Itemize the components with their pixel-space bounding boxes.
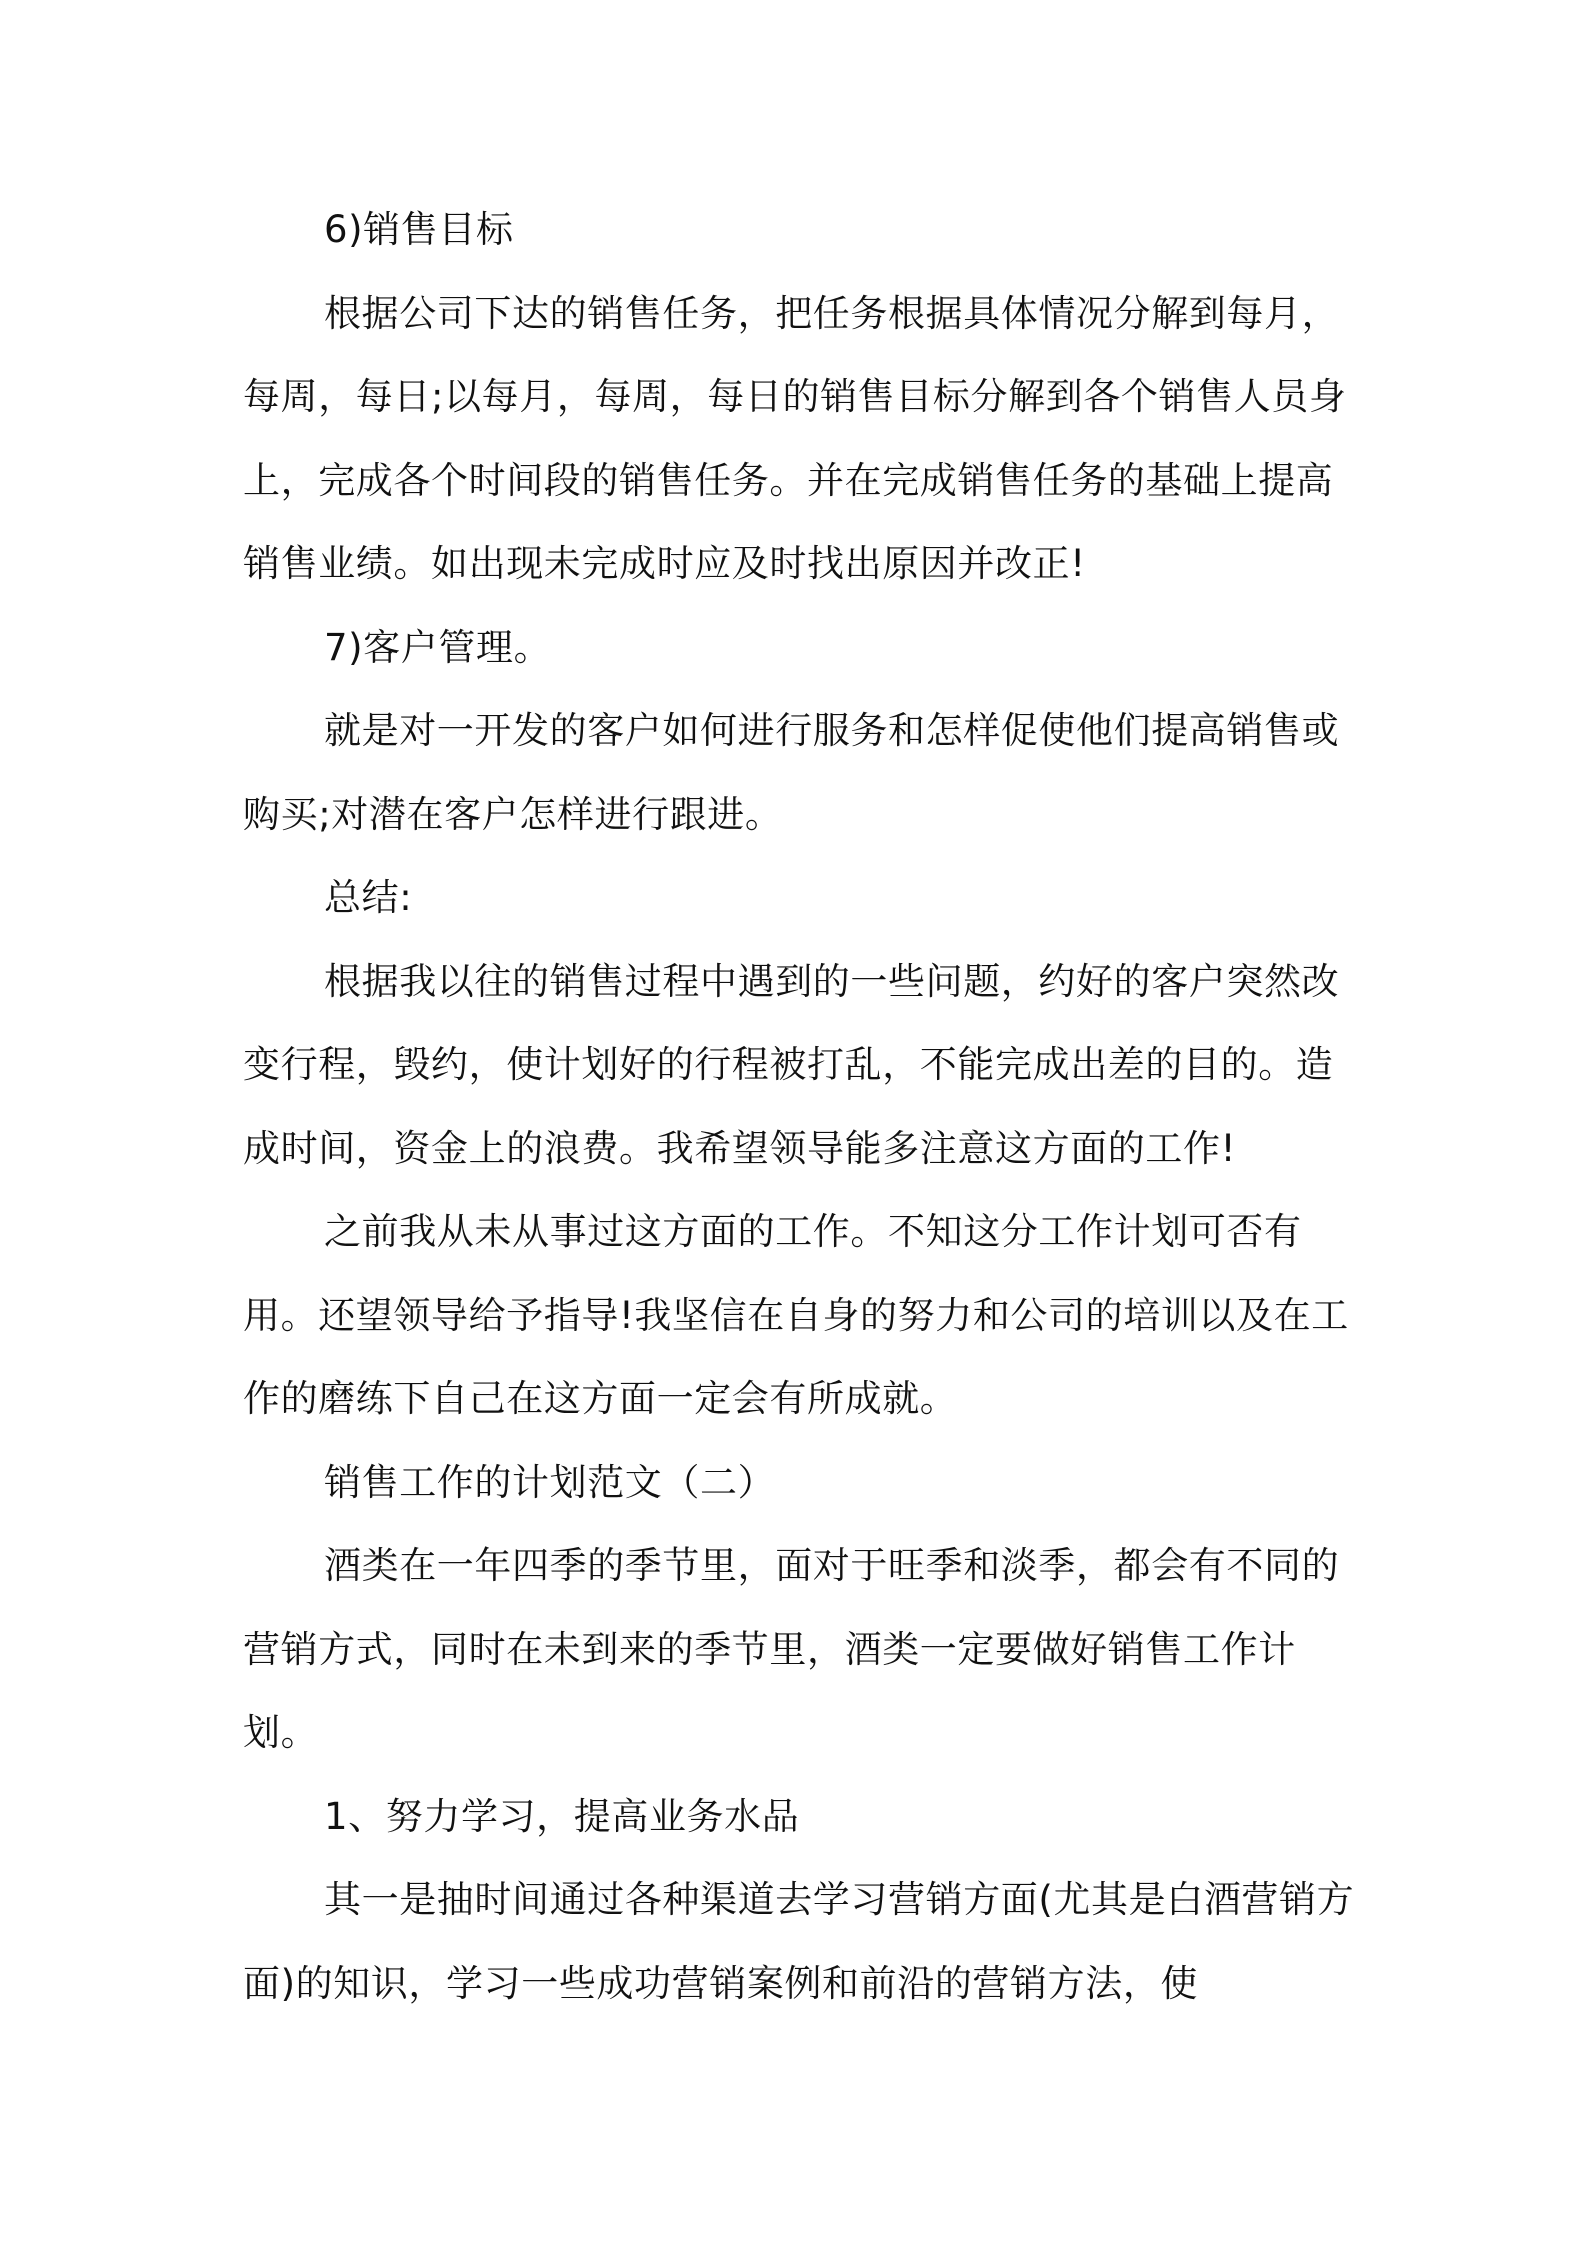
paragraph-summary-closing: 之前我从未从事过这方面的工作。不知这分工作计划可否有用。还望领导给予指导!我坚信在自身的努力和公司的培训以及在工作的磨练下自己在这方面一定会有所成就。 [243, 1210, 1349, 1420]
paragraph-liquor-seasons: 酒类在一年四季的季节里，面对于旺季和淡季，都会有不同的营销方式，同时在未到来的季节里，酒类一定要做好销售工作计划。 [243, 1544, 1340, 1754]
section-heading-sample-two: 销售工作的计划范文（二） [324, 1460, 776, 1504]
section-heading-study: 1、努力学习，提高业务水品 [324, 1794, 800, 1838]
section-heading-summary: 总结: [324, 876, 413, 919]
section-heading-customer-management: 7)客户管理。 [324, 625, 552, 669]
section-heading-sales-target: 6)销售目标 [324, 208, 514, 251]
paragraph-sales-target: 根据公司下达的销售任务，把任务根据具体情况分解到每月，每周，每日;以每月，每周，每日的销售目标分解到各个销售人员身上，完成各个时间段的销售任务。并在完成销售任务的基础上提高销售业绩。如出现未完成时应及时找出原因并改正! [243, 291, 1347, 585]
paragraph-study-methods: 其一是抽时间通过各种渠道去学习营销方面(尤其是白酒营销方面)的知识，学习一些成功营销案例和前沿的营销方法，使 [243, 1878, 1355, 2005]
document-body [243, 188, 1363, 2025]
paragraph-customer-management: 就是对一开发的客户如何进行服务和怎样促使他们提高销售或购买;对潜在客户怎样进行跟进。 [243, 709, 1340, 836]
paragraph-summary-problems: 根据我以往的销售过程中遇到的一些问题，约好的客户突然改变行程，毁约，使计划好的行程被打乱，不能完成出差的目的。造成时间，资金上的浪费。我希望领导能多注意这方面的工作! [243, 959, 1340, 1170]
